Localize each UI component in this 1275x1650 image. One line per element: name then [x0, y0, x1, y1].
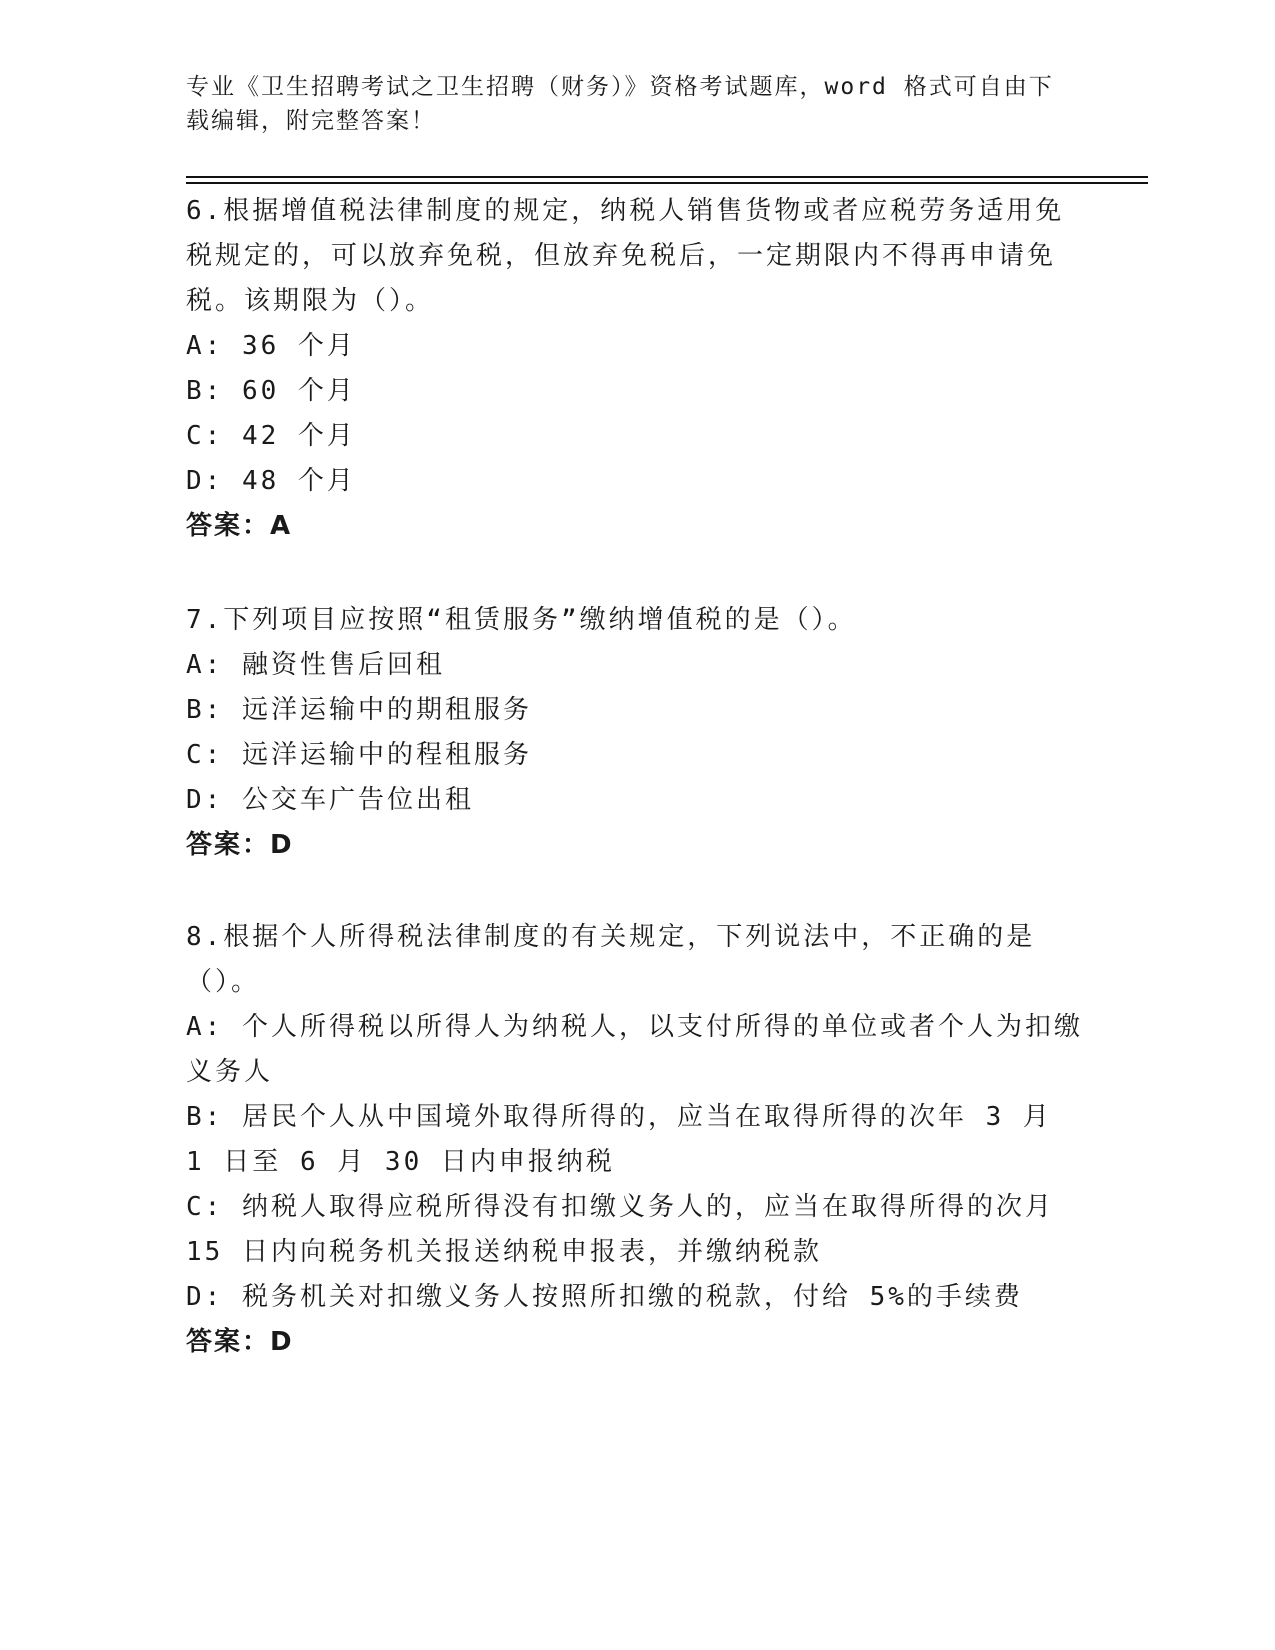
question-text: 8.根据个人所得税法律制度的有关规定，下列说法中，不正确的是（）。 — [186, 922, 1036, 997]
document-header: 专业《卫生招聘考试之卫生招聘（财务）》资格考试题库，word 格式可自由下载编辑，附完整答案！ — [186, 74, 1054, 134]
option-b: B: 60 个月 — [186, 376, 356, 406]
option-b: B: 远洋运输中的期租服务 — [186, 695, 532, 725]
answer: 答案：D — [186, 830, 294, 860]
option-a: A: 个人所得税以所得人为纳税人，以支付所得的单位或者个人为扣缴义务人 — [186, 1012, 1083, 1087]
question-6 — [186, 189, 1086, 549]
question-text: 7.下列项目应按照“租赁服务”缴纳增值税的是（）。 — [186, 605, 857, 635]
question-8 — [186, 915, 1086, 1365]
option-d: D: 税务机关对扣缴义务人按照所扣缴的税款，付给 5%的手续费 — [186, 1282, 1023, 1312]
question-text: 6.根据增值税法律制度的规定，纳税人销售货物或者应税劳务适用免税规定的，可以放弃免税，但放弃免税后，一定期限内不得再申请免税。该期限为（）。 — [186, 196, 1065, 316]
header-divider-bottom — [186, 182, 1148, 184]
answer: 答案：A — [186, 511, 293, 541]
option-a: A: 融资性售后回租 — [186, 650, 445, 680]
answer: 答案：D — [186, 1327, 294, 1357]
question-7 — [186, 598, 1086, 868]
option-d: D: 公交车广告位出租 — [186, 785, 474, 815]
option-c: C: 42 个月 — [186, 421, 356, 451]
option-b: B: 居民个人从中国境外取得所得的，应当在取得所得的次年 3 月 1 日至 6 月 30 日内申报纳税 — [186, 1102, 1052, 1177]
header-divider-top — [186, 176, 1148, 178]
option-d: D: 48 个月 — [186, 466, 356, 496]
option-a: A: 36 个月 — [186, 331, 356, 361]
option-c: C: 纳税人取得应税所得没有扣缴义务人的，应当在取得所得的次月 15 日内向税务机关报送纳税申报表，并缴纳税款 — [186, 1192, 1054, 1267]
option-c: C: 远洋运输中的程租服务 — [186, 740, 532, 770]
